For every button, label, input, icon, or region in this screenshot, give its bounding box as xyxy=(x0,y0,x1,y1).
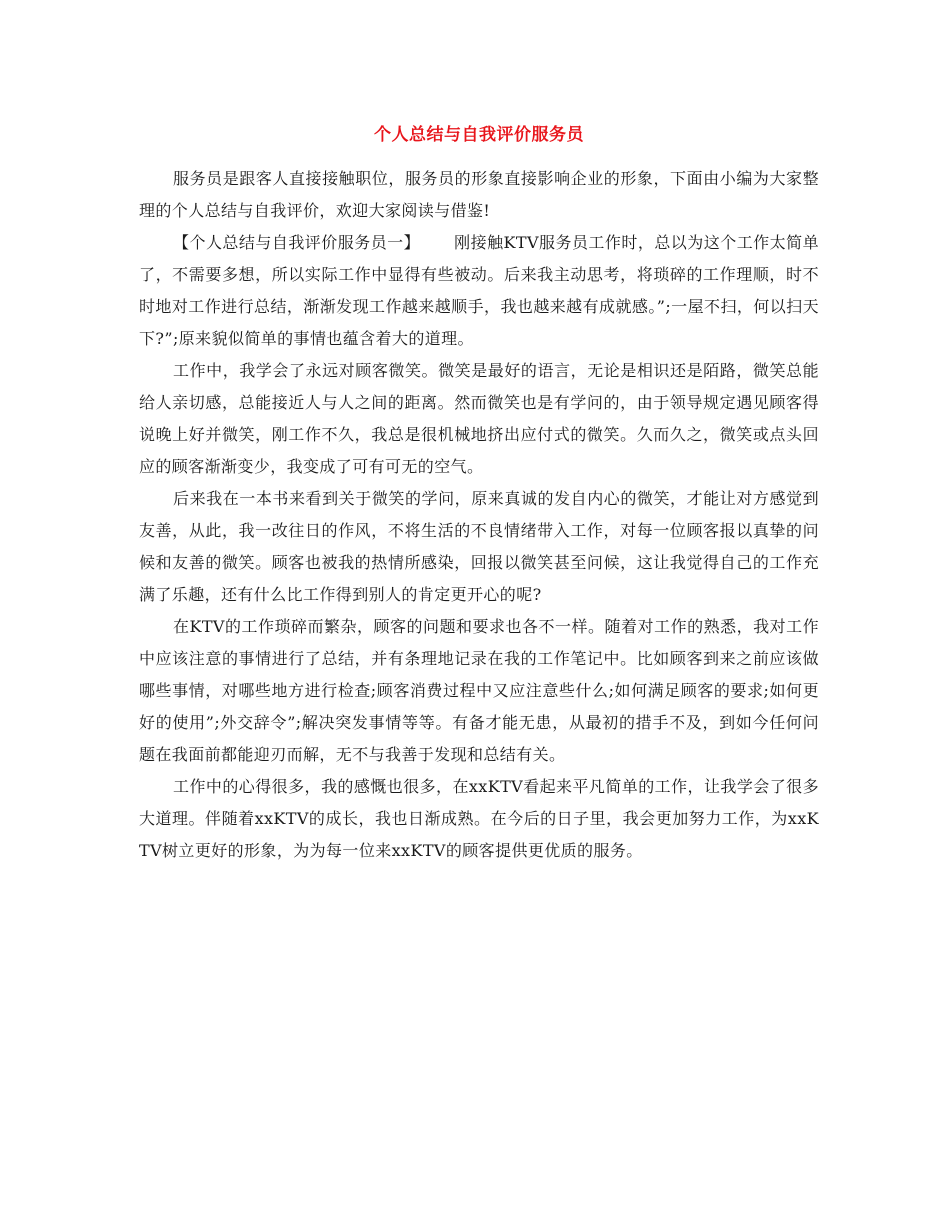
body-paragraph: 在KTV的工作琐碎而繁杂，顾客的问题和要求也各不一样。随着对工作的熟悉，我对工作中应该注意的事情进行了总结，并有条理地记录在我的工作笔记中。比如顾客到来之前应该做哪些事情，对哪些地方进行检查;顾客消费过程中又应注意些什么;如何满足顾客的要求;如何更好的使用”;外交辞令”;解决突发事情等等。有备才能无患，从最初的措手不及，到如今任何问题在我面前都能迎刃而解，无不与我善于发现和总结有关。 xyxy=(139,617,819,764)
section-one-paragraph xyxy=(139,227,819,355)
body-paragraph: 后来我在一本书来看到关于微笑的学问，原来真诚的发自内心的微笑，才能让对方感觉到友善，从此，我一改往日的作风，不将生活的不良情绪带入工作，对每一位顾客报以真挚的问候和友善的微笑。顾客也被我的热情所感染，回报以微笑甚至问候，这让我觉得自己的工作充满了乐趣，还有什么比工作得到别人的肯定更开心的呢? xyxy=(139,489,819,604)
body-paragraph: 工作中的心得很多，我的感慨也很多，在xxKTV看起来平凡简单的工作，让我学会了很多大道理。伴随着xxKTV的成长，我也日渐成熟。在今后的日子里，我会更加努力工作，为xxKTV树立更好的形象，为为每一位来xxKTV的顾客提供更优质的服务。 xyxy=(139,777,819,860)
body-paragraph-text: 刚接触KTV服务员工作时，总以为这个工作太简单了，不需要多想，所以实际工作中显得有些被动。后来我主动思考，将琐碎的工作理顺，时不时地对工作进行总结，渐渐发现工作越来越顺手，我也越来越有成就感。”;一屋不扫，何以扫天下?”;原来貌似简单的事情也蕴含着大的道理。 xyxy=(139,233,819,348)
document-page xyxy=(139,117,819,867)
section-heading: 【个人总结与自我评价服务员一】 xyxy=(173,233,421,252)
document-title: 个人总结与自我评价服务员 xyxy=(374,125,584,145)
intro-paragraph: 服务员是跟客人直接接触职位，服务员的形象直接影响企业的形象，下面由小编为大家整理的个人总结与自我评价，欢迎大家阅读与借鉴! xyxy=(139,169,819,220)
body-paragraph: 工作中，我学会了永远对顾客微笑。微笑是最好的语言，无论是相识还是陌路，微笑总能给人亲切感，总能接近人与人之间的距离。然而微笑也是有学问的，由于领导规定遇见顾客得说晚上好并微笑，刚工作不久，我总是很机械地挤出应付式的微笑。久而久之，微笑或点头回应的顾客渐渐变少，我变成了可有可无的空气。 xyxy=(139,361,819,476)
